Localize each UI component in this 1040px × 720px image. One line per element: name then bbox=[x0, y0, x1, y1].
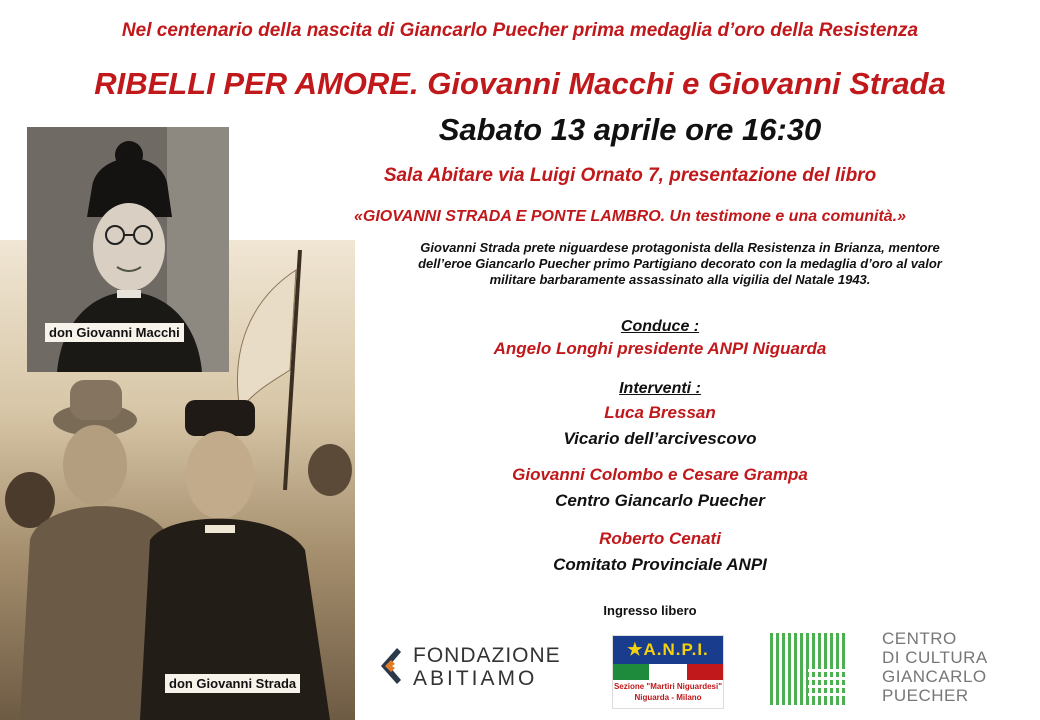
anpi-flag-stripes bbox=[613, 664, 723, 680]
description-line-1: Giovanni Strada prete niguardese protagonista della Resistenza in Brianza, mentore bbox=[420, 240, 940, 255]
speaker-1-name: Luca Bressan bbox=[604, 403, 716, 422]
anpi-star-icon: ★ bbox=[627, 640, 644, 659]
event-date: Sabato 13 aprile ore 16:30 bbox=[438, 112, 822, 147]
main-title: RIBELLI PER AMORE. Giovanni Macchi e Giovanni Strada bbox=[94, 66, 946, 101]
logo-fondazione-abitiamo bbox=[375, 640, 585, 690]
subtitle-centenary: Nel centenario della nascita di Giancarlo Puecher prima medaglia d’oro della Resistenza bbox=[121, 20, 919, 41]
description-line-2: dell’eroe Giancarlo Puecher primo Partigiano decorato con la medaglia d’oro al valor bbox=[418, 256, 942, 271]
anpi-text: A.N.P.I. bbox=[643, 640, 709, 659]
conduce-label: Conduce : bbox=[620, 318, 700, 335]
speaker-3-name: Roberto Cenati bbox=[599, 529, 721, 548]
centro-line-4: PUECHER bbox=[882, 686, 969, 705]
anpi-location: Niguarda - Milano bbox=[634, 693, 702, 702]
fondazione-chevron-icon bbox=[375, 646, 407, 686]
centro-line-3: GIANCARLO bbox=[882, 667, 987, 686]
anpi-section-name: Sezione "Martiri Niguardesi" bbox=[613, 682, 723, 691]
fondazione-line-2: ABITIAMO bbox=[413, 667, 538, 690]
speaker-3-section bbox=[380, 528, 940, 576]
event-venue: Sala Abitare via Luigi Ornato 7, presentazione del libro bbox=[383, 165, 877, 186]
photo-giovanni-macchi bbox=[27, 127, 229, 372]
interventi-section bbox=[380, 378, 940, 450]
centro-line-2: DI CULTURA bbox=[882, 648, 988, 667]
entry-note: Ingresso libero bbox=[603, 603, 697, 618]
centro-green-logo-icon bbox=[770, 633, 845, 705]
speaker-3-role: Comitato Provinciale ANPI bbox=[553, 555, 767, 574]
conduce-section bbox=[380, 316, 940, 360]
event-description bbox=[350, 240, 1010, 288]
logo-centro-cultura bbox=[882, 629, 1032, 705]
caption-strada: don Giovanni Strada bbox=[165, 674, 300, 693]
speaker-2-section bbox=[380, 464, 940, 512]
speaker-2-role: Centro Giancarlo Puecher bbox=[555, 491, 765, 510]
book-title: «GIOVANNI STRADA E PONTE LAMBRO. Un testimone e una comunità.» bbox=[353, 208, 907, 225]
interventi-label: Interventi : bbox=[619, 380, 701, 397]
anpi-title bbox=[613, 636, 723, 664]
caption-macchi: don Giovanni Macchi bbox=[45, 323, 184, 342]
description-line-3: militare barbaramente assassinato alla vigilia del Natale 1943. bbox=[489, 272, 871, 287]
speaker-2-name: Giovanni Colombo e Cesare Grampa bbox=[512, 465, 808, 484]
centro-line-1: CENTRO bbox=[882, 629, 957, 648]
fondazione-line-1: FONDAZIONE bbox=[413, 644, 561, 667]
conduce-name: Angelo Longhi presidente ANPI Niguarda bbox=[493, 339, 827, 358]
speaker-1-role: Vicario dell’arcivescovo bbox=[563, 429, 757, 448]
logo-anpi bbox=[612, 635, 724, 709]
